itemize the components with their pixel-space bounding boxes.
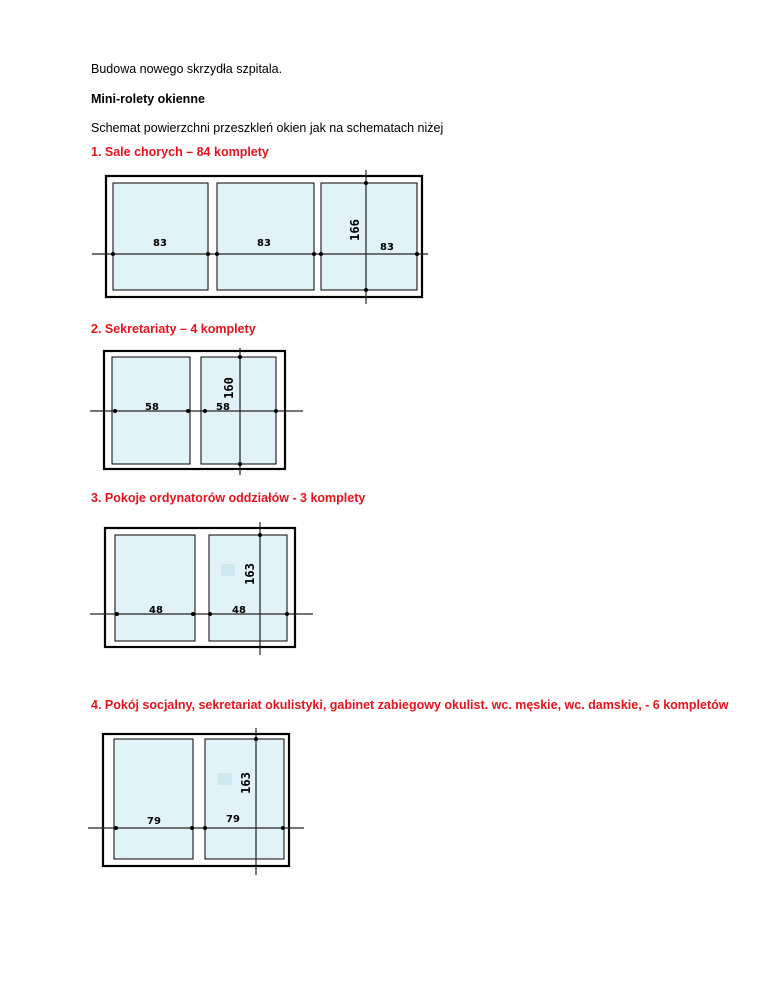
section-3-heading: 3. Pokoje ordynatorów oddziałów - 3 komplety	[91, 491, 366, 505]
subtitle: Mini-rolety okienne	[91, 92, 205, 106]
dimension-width-1: 48	[149, 605, 163, 616]
dimension-height: 166	[348, 219, 362, 241]
dimension-width-2: 48	[232, 605, 246, 616]
intro-text: Budowa nowego skrzydła szpitala.	[91, 62, 283, 76]
dimension-width-2: 83	[257, 238, 271, 249]
dimension-width-2: 58	[216, 402, 230, 413]
dimension-width-3: 83	[380, 242, 394, 253]
dimension-width-1: 58	[145, 402, 159, 413]
section-1-heading: 1. Sale chorych – 84 komplety	[91, 145, 269, 159]
dimension-height: 163	[239, 772, 253, 794]
window-diagram-2	[90, 348, 305, 478]
window-diagram-3	[90, 522, 315, 657]
section-4-heading: 4. Pokój socjalny, sekretariat okulistyki, gabinet zabiegowy okulist. wc. męskie, wc. damskie, - 6 kompletów	[91, 698, 729, 712]
dimension-height: 163	[243, 563, 257, 585]
section-2-heading: 2. Sekretariaty – 4 komplety	[91, 322, 256, 336]
window-diagram-4	[88, 728, 308, 878]
dimension-width-1: 79	[147, 816, 161, 827]
dimension-width-1: 83	[153, 238, 167, 249]
window-diagram-1	[90, 170, 430, 305]
dimension-height: 160	[222, 377, 236, 399]
dimension-width-2: 79	[226, 814, 240, 825]
description: Schemat powierzchni przeszkleń okien jak na schematach niżej	[91, 121, 444, 135]
